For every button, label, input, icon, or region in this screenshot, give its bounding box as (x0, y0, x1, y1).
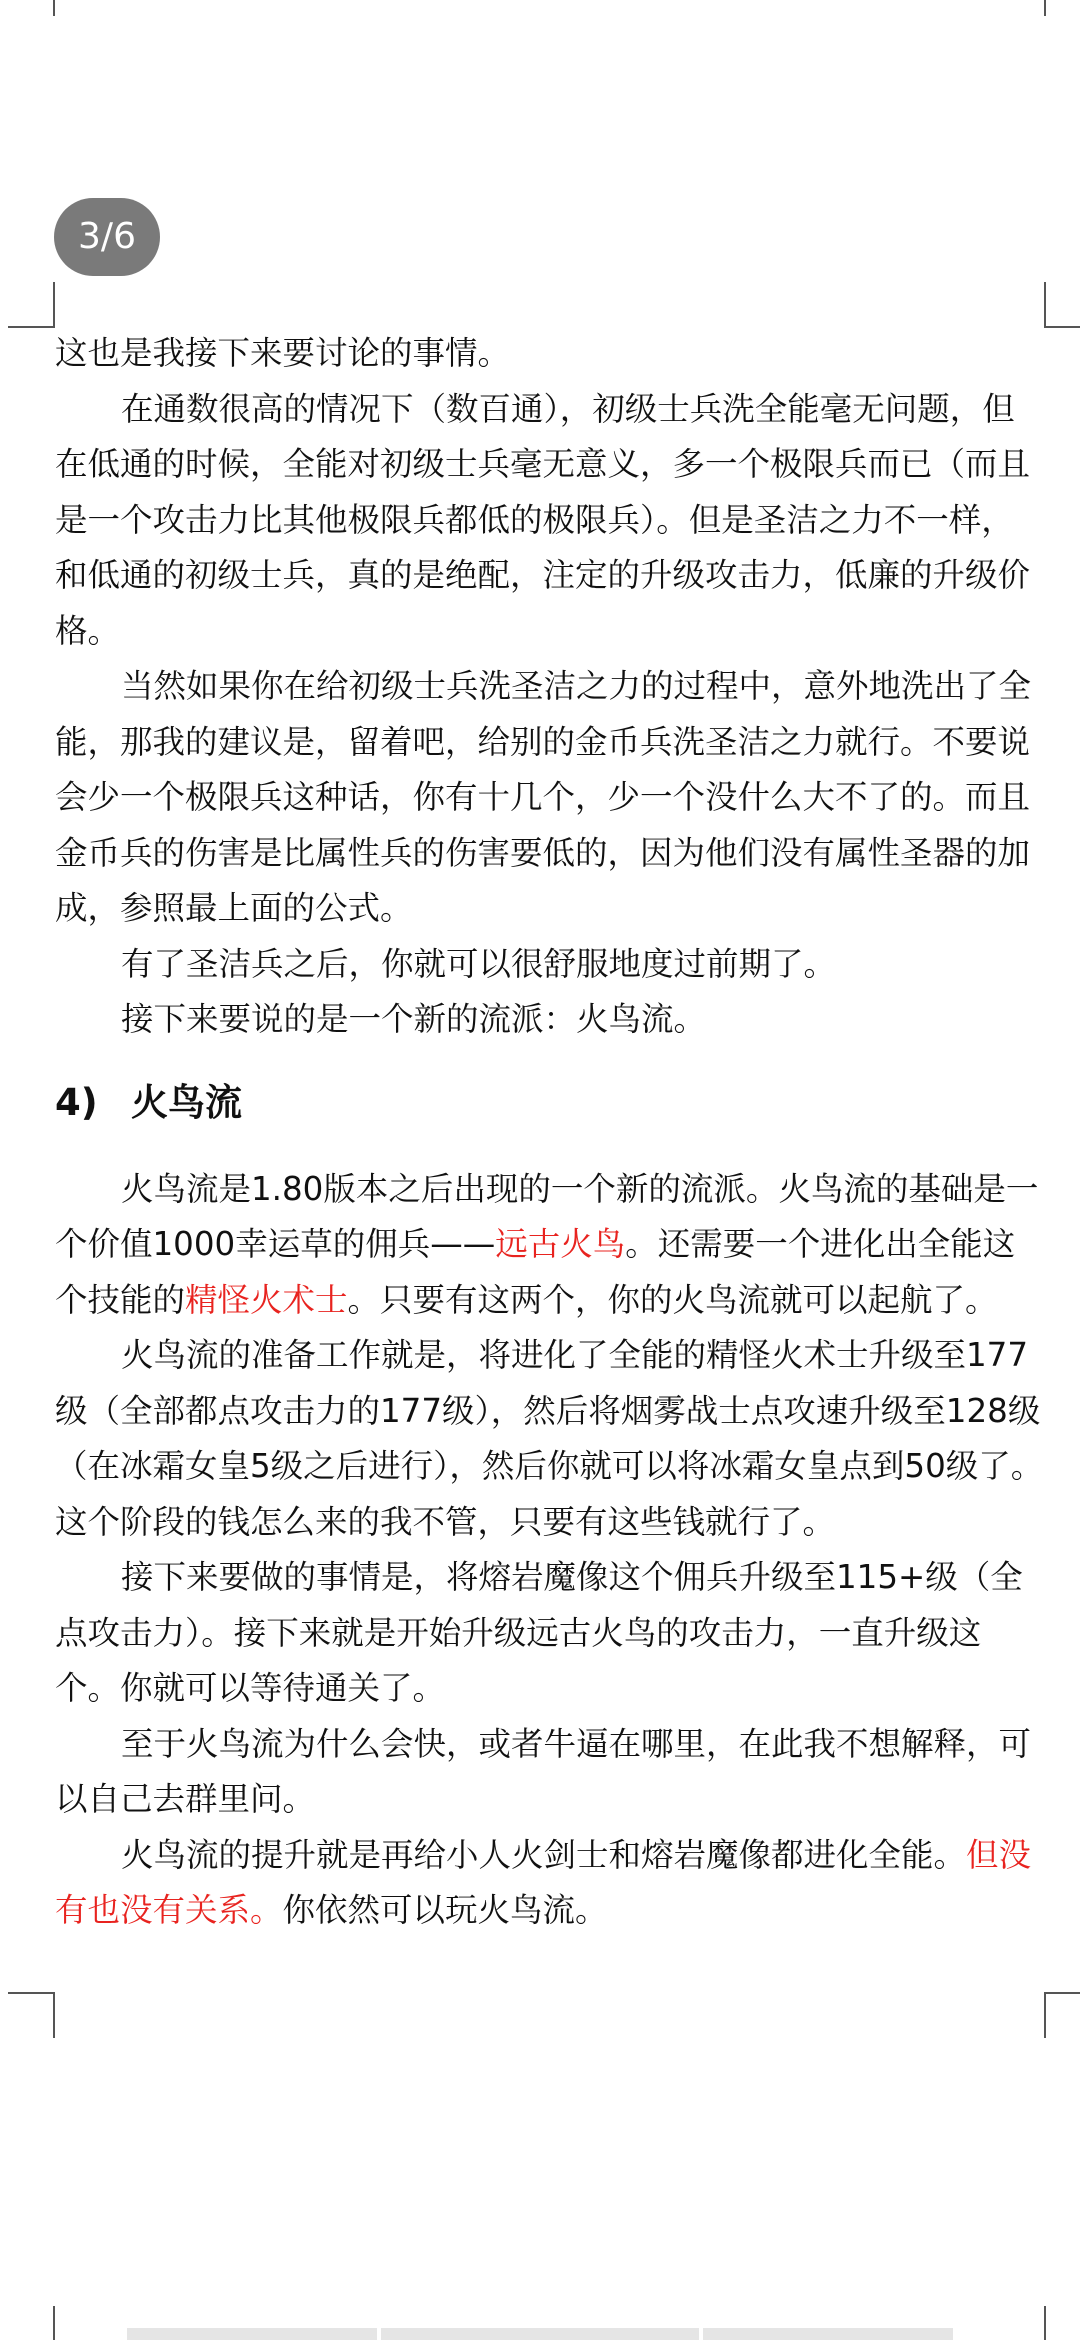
bottom-toolbar-segment-2 (381, 2328, 699, 2340)
paragraph-next-school: 接下来要说的是一个新的流派：火鸟流。 (121, 1000, 707, 1038)
paragraph-improvement (55, 1828, 1045, 1939)
bottom-left-page-edge-mark (53, 2306, 55, 2340)
paragraph-preparation: 火鸟流的准备工作就是，将进化了全能的精怪火术士升级至177级（全部都点攻击力的177级），然后将烟雾战士点攻速升级至128级（在冰霜女皇5级之后进行），然后你就可以将冰霜女皇点到50级了。这个阶段的钱怎么来的我不管，只要有这些钱就行了。 (55, 1336, 1044, 1541)
paragraph-allround-advice: 当然如果你在给初级士兵洗圣洁之力的过程中，意外地洗出了全能，那我的建议是，留着吧，给别的金币兵洗圣洁之力就行。不要说会少一个极限兵这种话，你有十几个，少一个没什么大不了的。而且金币兵的伤害是比属性兵的伤害要低的，因为他们没有属性圣器的加成，参照最上面的公式。 (55, 667, 1032, 927)
section-title: 火鸟流 (131, 1080, 242, 1124)
top-right-page-edge-mark (1044, 0, 1046, 16)
bottom-toolbar-segment-1 (127, 2328, 377, 2340)
bottom-right-page-edge-mark (1044, 2306, 1046, 2340)
page-indicator-badge: 3/6 (54, 198, 160, 276)
text-segment: 。只要有这两个，你的火鸟流就可以起航了。 (347, 1280, 998, 1319)
paragraph-firebird-intro (55, 1162, 1045, 1329)
highlight-ancient-firebird: 远古火鸟 (495, 1225, 626, 1263)
crop-mark-bottom-right-horizontal (1044, 1992, 1080, 1994)
paragraph-intro-line: 这也是我接下来要讨论的事情。 (55, 334, 511, 372)
section-number: 4) (55, 1080, 98, 1124)
crop-mark-top-left-horizontal (8, 326, 55, 328)
crop-mark-top-right-vertical (1044, 282, 1046, 328)
document-body (55, 326, 1045, 1939)
crop-mark-bottom-right-vertical (1044, 1992, 1046, 2038)
crop-mark-top-left-vertical (53, 282, 55, 328)
paragraph-early-game: 有了圣洁兵之后，你就可以很舒服地度过前期了。 (121, 944, 837, 983)
highlight-fire-sprite-mage: 精怪火术士 (185, 1280, 348, 1319)
bottom-toolbar-segment-3 (703, 2328, 953, 2340)
paragraph-why-fast: 至于火鸟流为什么会快，或者牛逼在哪里，在此我不想解释，可以自己去群里问。 (55, 1724, 1032, 1818)
top-left-page-edge-mark (53, 0, 55, 16)
text-segment: 火鸟流的提升就是再给小人火剑士和熔岩魔像都进化全能。 (121, 1835, 967, 1874)
text-segment: 你依然可以玩火鸟流。 (282, 1891, 608, 1929)
highlight-no-problem: 但没有也没有关系。 (55, 1835, 1032, 1929)
text-segment: 。还需要一个进化出全能这个技能的 (55, 1225, 1016, 1319)
section-heading (55, 1068, 1045, 1138)
text-segment: 火鸟流是1.80版本之后出现的一个新的流派。火鸟流的基础是一个价值1000幸运草的佣兵—— (55, 1169, 1039, 1263)
paragraph-lava-golem: 接下来要做的事情是，将熔岩魔像这个佣兵升级至115+级（全点攻击力）。接下来就是开始升级远古火鸟的攻击力，一直升级这个。你就可以等待通关了。 (55, 1558, 1023, 1707)
crop-mark-top-right-horizontal (1044, 326, 1080, 328)
paragraph-low-pass-soldiers: 在通数很高的情况下（数百通），初级士兵洗全能毫无问题，但在低通的时候，全能对初级士兵毫无意义，多一个极限兵而已（而且是一个攻击力比其他极限兵都低的极限兵）。但是圣洁之力不一样，和低通的初级士兵，真的是绝配，注定的升级攻击力，低廉的升级价格。 (55, 389, 1031, 650)
crop-mark-bottom-left-horizontal (8, 1992, 55, 1994)
crop-mark-bottom-left-vertical (53, 1992, 55, 2038)
